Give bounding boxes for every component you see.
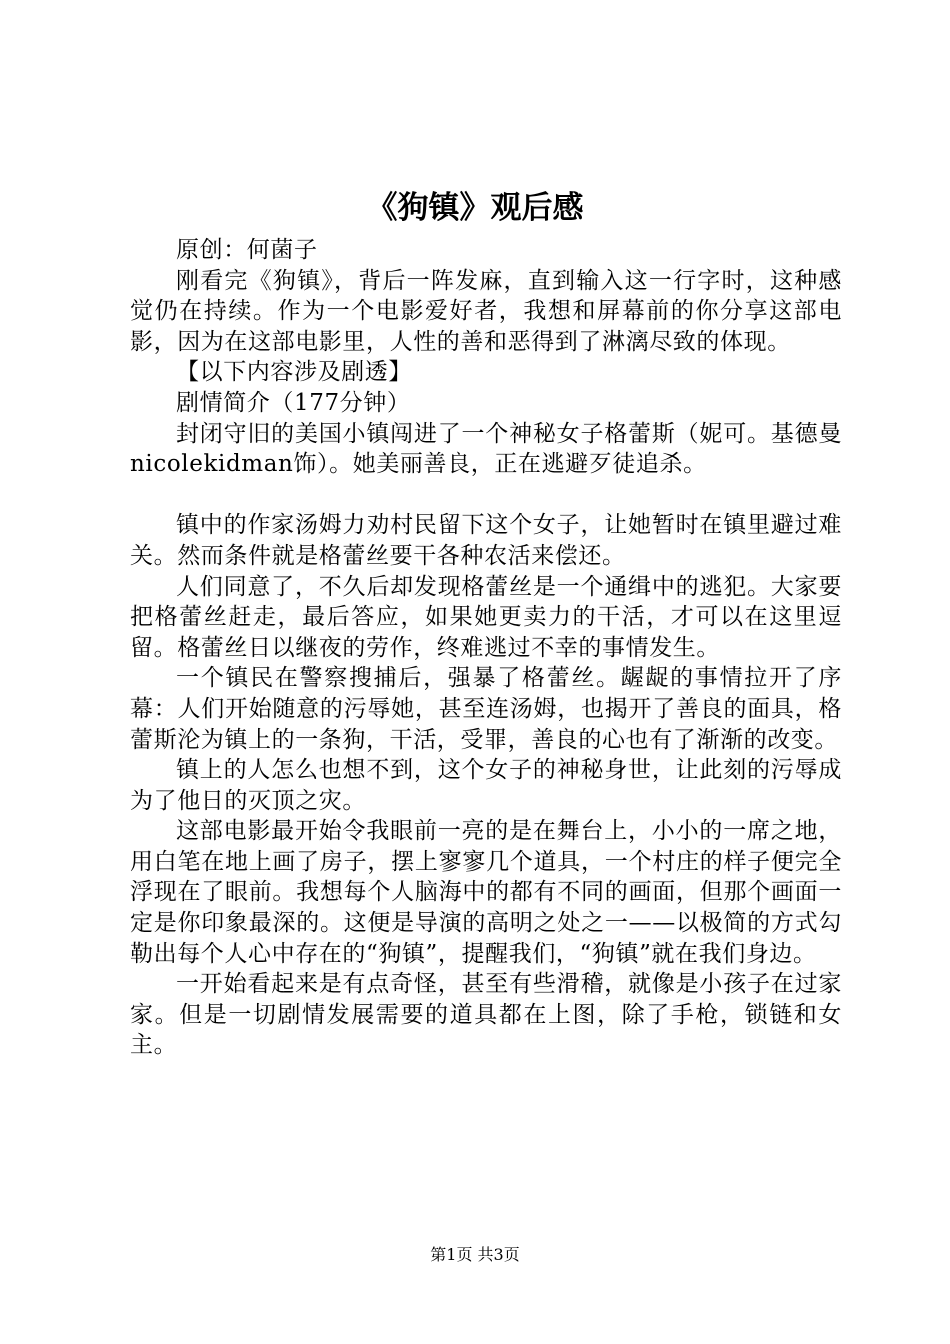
page-footer: 第1页 共3页 <box>430 1245 520 1264</box>
body-paragraph: 镇中的作家汤姆力劝村民留下这个女子，让她暂时在镇里避过难关。然而条件就是格蕾丝要干各种农活来偿还。 <box>130 512 842 569</box>
section-heading: 剧情简介（177分钟） <box>176 389 411 416</box>
body-paragraph: 一个镇民在警察搜捕后，强暴了格蕾丝。龌龊的事情拉开了序幕：人们开始随意的污辱她，甚至连汤姆，也揭开了善良的面具，格蕾斯沦为镇上的一条狗，干活，受罪，善良的心也有了渐渐的改变。 <box>130 665 842 753</box>
body-paragraph: 这部电影最开始令我眼前一亮的是在舞台上，小小的一席之地，用白笔在地上画了房子，摆上寥寥几个道具，一个村庄的样子便完全浮现在了眼前。我想每个人脑海中的都有不同的画面，但那个画面一定是你印象最深的。这便是导演的高明之处之一——以极简的方式勾勒出每个人心中存在的“狗镇”，提醒我们，“狗镇”就在我们身边。 <box>130 818 842 967</box>
body-paragraph: 一开始看起来是有点奇怪，甚至有些滑稽，就像是小孩子在过家家。但是一切剧情发展需要的道具都在上图，除了手枪，锁链和女主。 <box>130 971 842 1059</box>
spoiler-notice: 【以下内容涉及剧透】 <box>176 359 412 386</box>
body-paragraph: 人们同意了，不久后却发现格蕾丝是一个通缉中的逃犯。大家要把格蕾丝赶走，最后答应，如果她更卖力的干活，才可以在这里逗留。格蕾丝日以继夜的劳作，终难逃过不幸的事情发生。 <box>130 573 842 661</box>
body-paragraph: 刚看完《狗镇》，背后一阵发麻，直到输入这一行字时，这种感觉仍在持续。作为一个电影爱好者，我想和屏幕前的你分享这部电影，因为在这部电影里，人性的善和恶得到了淋漓尽致的体现。 <box>130 267 842 355</box>
document-body <box>130 235 842 1061</box>
body-paragraph: 封闭守旧的美国小镇闯进了一个神秘女子格蕾斯（妮可。基德曼nicolekidman饰）。她美丽善良，正在逃避歹徒追杀。 <box>130 420 842 478</box>
blank-line <box>130 480 842 511</box>
document-title: 《狗镇》观后感 <box>366 190 584 226</box>
body-paragraph: 镇上的人怎么也想不到，这个女子的神秘身世，让此刻的污辱成为了他日的灭顶之灾。 <box>130 757 842 814</box>
author-line: 原创：何菌子 <box>176 237 318 263</box>
